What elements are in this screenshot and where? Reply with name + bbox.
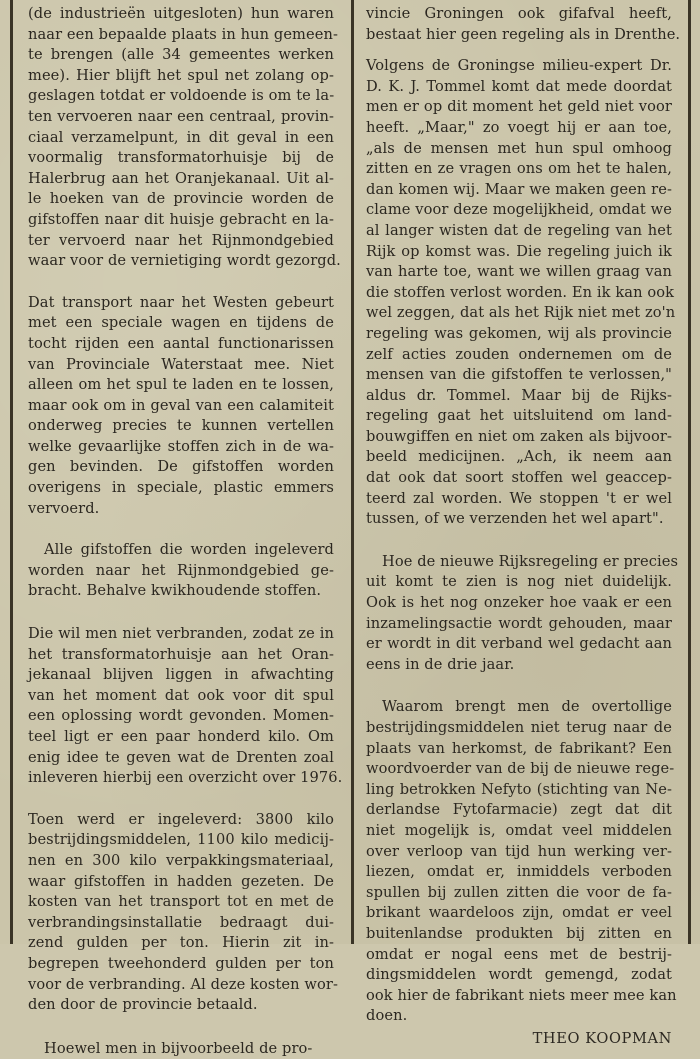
- text-line: bouwgiffen en niet om zaken als bijvoor-: [366, 427, 672, 445]
- text-line: enig idee te geven wat de Drenten zoal: [28, 748, 334, 766]
- text-line: derlandse Fytofarmacie) zegt dat dit: [366, 801, 672, 819]
- text-line: uit komt te zien is nog niet duidelijk.: [366, 573, 672, 591]
- text-line: mee). Hier blijft het spul net zolang op-: [28, 66, 334, 84]
- text-line: die stoffen verlost worden. En ik kan ook: [366, 283, 675, 301]
- text-line: bestrijdingsmiddelen niet terug naar de: [366, 719, 672, 736]
- author-byline: THEO KOOPMAN: [532, 1029, 672, 1047]
- paragraph: [28, 1039, 334, 1059]
- text-line: Dat transport naar het Westen gebeurt: [28, 293, 334, 311]
- text-line: ten vervoeren naar een centraal, provin-: [28, 107, 334, 125]
- text-line: ook hier de fabrikant niets meer mee kan: [366, 986, 677, 1004]
- text-line: buitenlandse produkten bij zitten en: [366, 924, 672, 942]
- text-line: naar een bepaalde plaats in hun gemeen-: [28, 25, 338, 43]
- text-line: Die wil men niet verbranden, zodat ze in: [28, 625, 334, 643]
- text-line: worden naar het Rijnmondgebied ge-: [28, 561, 334, 579]
- text-line: verbrandingsinstallatie bedraagt dui-: [28, 913, 334, 931]
- paragraph: [366, 4, 681, 45]
- text-line: mensen van die gifstoffen te verlossen,": [366, 366, 672, 384]
- text-line: zitten en ze vragen ons om het te halen,: [366, 160, 672, 178]
- text-line: alleen om het spul te laden en te lossen,: [28, 376, 334, 394]
- text-line: van harte toe, want we willen graag van: [366, 263, 672, 281]
- text-line: regeling was gekomen, wij als provincie: [366, 324, 672, 342]
- text-line: bestrijdingsmiddelen, 1100 kilo medicij-: [28, 831, 334, 849]
- text-line: niet mogelijk is, omdat veel middelen: [366, 821, 672, 839]
- text-line: brikant waardeloos zijn, omdat er veel: [366, 904, 672, 922]
- text-line: met een speciale wagen en tijdens de: [28, 314, 334, 332]
- text-line: er wordt in dit verband wel gedacht aan: [366, 635, 672, 653]
- text-line: maar ook om in geval van een calamiteit: [28, 396, 334, 414]
- text-line: Toen werd er ingeleverd: 3800 kilo: [28, 810, 334, 828]
- text-line: Waarom brengt men de overtollige: [382, 698, 672, 716]
- text-line: bracht. Behalve kwikhoudende stoffen.: [28, 582, 322, 600]
- left-column: [28, 4, 343, 1059]
- text-line: het transformatorhuisje aan het Oran-: [28, 645, 334, 663]
- text-line: een oplossing wordt gevonden. Momen-: [28, 707, 334, 725]
- text-line: gen bevinden. De gifstoffen worden: [28, 458, 334, 476]
- text-line: geslagen totdat er voldoende is om te la-: [28, 87, 335, 105]
- text-line: dingsmiddelen wordt gemengd, zodat: [366, 966, 672, 984]
- paragraph: [28, 624, 343, 789]
- text-line: zend gulden per ton. Hierin zit in-: [28, 934, 334, 952]
- text-line: le hoeken van de provincie worden de: [28, 190, 334, 208]
- text-line: Hoewel men in bijvoorbeeld de pro-: [44, 1039, 313, 1057]
- text-line: tussen, of we verzenden het wel apart".: [366, 510, 664, 528]
- text-line: wel zeggen, dat als het Rijk niet met zo'n: [366, 304, 676, 322]
- text-line: vervoerd.: [28, 499, 100, 517]
- text-line: woordvoerder van de bij de nieuwe rege-: [366, 760, 675, 778]
- text-line: te brengen (alle 34 gemeentes werken: [28, 46, 334, 64]
- text-line: onderweg precies te kunnen vertellen: [28, 417, 334, 435]
- paragraph: [366, 56, 676, 530]
- text-line: liezen, omdat er, inmiddels verboden: [366, 863, 672, 881]
- text-line: D. K. J. Tommel komt dat mede doordat: [366, 77, 672, 95]
- text-line: Ook is het nog onzeker hoe vaak er een: [366, 594, 672, 612]
- text-line: waar gifstoffen in hadden gezeten. De: [28, 872, 334, 890]
- text-line: Rijk op komst was. Die regeling juich ik: [366, 242, 672, 260]
- text-line: van het moment dat ook voor dit spul: [28, 686, 334, 704]
- text-line: ling betrokken Nefyto (stichting van Ne-: [366, 780, 672, 798]
- text-line: ter vervoerd naar het Rijnmondgebied: [28, 231, 334, 249]
- text-line: nen en 300 kilo verpakkingsmateriaal,: [28, 851, 334, 869]
- text-line: tocht rijden een aantal functionarissen: [28, 334, 334, 352]
- text-line: jekanaal blijven liggen in afwachting: [28, 666, 334, 684]
- text-line: (de industrieën uitgesloten) hun waren: [28, 5, 334, 22]
- text-line: Volgens de Groningse milieu-expert Dr.: [366, 57, 672, 75]
- text-line: voor de verbranding. Al deze kosten wor-: [28, 975, 338, 993]
- text-line: spullen bij zullen zitten die voor de fa-: [366, 883, 672, 901]
- text-line: bestaat hier geen regeling als in Drenthe.: [366, 25, 681, 43]
- right-column: [366, 4, 681, 1050]
- left-column-rule: [10, 0, 13, 944]
- text-line: overigens in speciale, plastic emmers: [28, 479, 334, 497]
- text-line: dat ook dat soort stoffen wel geaccep-: [366, 469, 672, 487]
- text-line: men er op dit moment het geld niet voor: [366, 98, 672, 116]
- paragraph: [28, 4, 341, 272]
- paragraph: [28, 810, 338, 1016]
- text-line: teerd zal worden. We stoppen 't er wel: [366, 489, 672, 507]
- text-line: „als de mensen met hun spul omhoog: [366, 139, 672, 157]
- text-line: waar voor de vernietiging wordt gezorgd.: [28, 252, 341, 270]
- text-line: van Provinciale Waterstaat mee. Niet: [28, 355, 334, 373]
- paragraph: [366, 697, 677, 1027]
- text-line: voormalig transformatorhuisje bij de: [28, 149, 334, 167]
- text-line: aldus dr. Tommel. Maar bij de Rijks-: [366, 386, 672, 404]
- text-line: welke gevaarlijke stoffen zich in de wa-: [28, 437, 334, 455]
- text-line: regeling gaat het uitsluitend om land-: [366, 407, 672, 425]
- text-line: plaats van herkomst, de fabrikant? Een: [366, 739, 672, 757]
- column-divider-rule: [351, 0, 354, 944]
- text-line: begrepen tweehonderd gulden per ton: [28, 954, 334, 972]
- text-line: inzamelingsactie wordt gehouden, maar: [366, 614, 672, 632]
- text-line: vincie Groningen ook gifafval heeft,: [366, 5, 672, 22]
- text-line: inleveren hierbij een overzicht over 1976.: [28, 769, 343, 787]
- text-line: over verloop van tijd hun werking ver-: [366, 842, 672, 860]
- text-line: Alle gifstoffen die worden ingeleverd: [44, 541, 334, 559]
- text-line: ciaal verzamelpunt, in dit geval in een: [28, 128, 334, 146]
- paragraph: [28, 293, 334, 520]
- paragraph: [366, 552, 679, 676]
- paragraph: [28, 540, 334, 602]
- text-line: dan komen wij. Maar we maken geen re-: [366, 180, 672, 198]
- text-line: teel ligt er een paar honderd kilo. Om: [28, 728, 334, 745]
- text-line: den door de provincie betaald.: [28, 996, 258, 1014]
- text-line: Halerbrug aan het Oranjekanaal. Uit al-: [28, 169, 334, 187]
- text-line: omdat er nogal eens met de bestrij-: [366, 945, 672, 963]
- text-line: al langer wisten dat de regeling van het: [366, 221, 672, 239]
- text-line: clame voor deze mogelijkheid, omdat we: [366, 201, 672, 219]
- text-line: zelf acties zouden ondernemen om de: [366, 345, 672, 363]
- text-line: gifstoffen naar dit huisje gebracht en la-: [28, 210, 334, 228]
- text-line: eens in de drie jaar.: [366, 655, 515, 673]
- text-line: beeld medicijnen. „Ach, ik neem aan: [366, 448, 672, 466]
- right-column-rule: [688, 0, 691, 944]
- text-line: Hoe de nieuwe Rijksregeling er precies: [382, 552, 679, 570]
- text-line: kosten van het transport tot en met de: [28, 893, 334, 911]
- text-line: doen.: [366, 1007, 408, 1025]
- text-line: heeft. „Maar," zo voegt hij er aan toe,: [366, 118, 672, 136]
